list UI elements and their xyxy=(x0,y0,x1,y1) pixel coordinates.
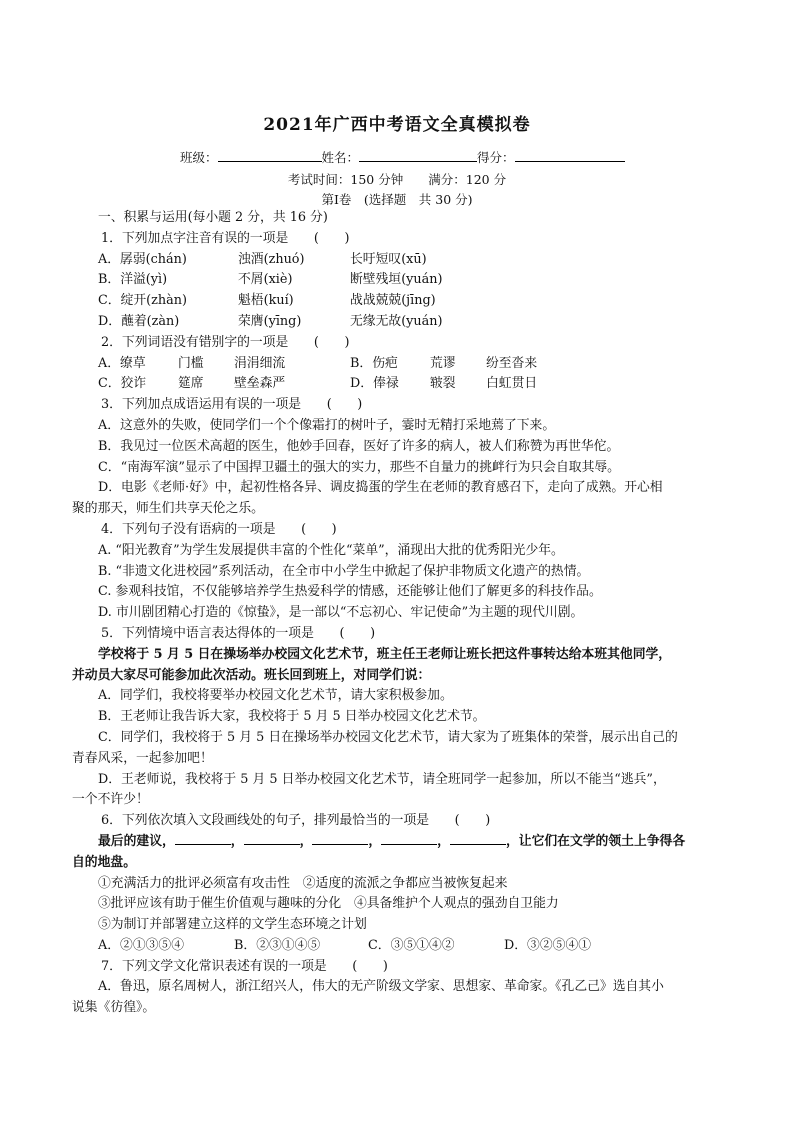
question-5-option-b: B．王老师让我告诉大家，我校将于 5 月 5 日举办校园文化艺术节。 xyxy=(98,709,486,725)
name-blank[interactable] xyxy=(359,149,477,162)
question-6-passage-line2: 自的地盘。 xyxy=(72,854,136,870)
fill-blank-4[interactable] xyxy=(381,832,437,845)
fill-blank-2[interactable] xyxy=(244,832,300,845)
question-4-option-b: B. “非遗文化进校园”系列活动，在全市中小学生中掀起了保护非物质文化遗产的热情。 xyxy=(98,563,590,579)
question-6-passage-line1: 最后的建议， ， ， ， ， ，让它们在文学的领土上争得各 xyxy=(98,833,686,849)
section-heading: 一、积累与运用(每小题 2 分，共 16 分) xyxy=(98,210,328,225)
questions-body xyxy=(72,208,698,1019)
question-4-option-a: A. “阳光教育”为学生发展提供丰富的个性化“菜单”，涌现出大批的优秀阳光少年。 xyxy=(98,542,564,558)
question-5-option-a: A．同学们，我校将要举办校园文化艺术节，请大家积极参加。 xyxy=(98,688,453,704)
option-text: 荒谬 xyxy=(430,355,456,371)
question-1-option-b xyxy=(98,270,698,291)
question-5-stem: 5．下列情境中语言表达得体的一项是 ( ) xyxy=(101,625,376,641)
question-1-option-d xyxy=(98,312,698,333)
question-7-stem: 7．下列文学文化常识表述有误的一项是 ( ) xyxy=(101,958,388,974)
option-text: 长吁短叹(xū) xyxy=(350,251,427,267)
option-text: 无缘无故(yuán) xyxy=(350,313,443,329)
question-3-option-a: A．这意外的失败，使同学们一个个像霜打的树叶子，霎时无精打采地蔫了下来。 xyxy=(98,417,556,433)
question-2-options-ab xyxy=(98,354,698,375)
class-label: 班级： xyxy=(180,150,218,165)
option-text: 门槛 xyxy=(178,355,204,371)
question-3-option-c: C．“南海军演”显示了中国捍卫疆土的强大的实力，那些不自量力的挑衅行为只会自取其辱。 xyxy=(98,459,620,475)
question-5-option-d-line2: 一个不许少！ xyxy=(72,792,149,808)
question-6-stem: 6．下列依次填入文段画线处的句子，排列最恰当的一项是 ( ) xyxy=(101,813,491,829)
question-3-option-d-line1: D．电影《老师·好》中，起初性格各异、调皮捣蛋的学生在老师的教育感召下，走向了成熟。开心相 xyxy=(98,480,663,496)
passage-start: 最后的建议， xyxy=(98,833,175,849)
class-blank[interactable] xyxy=(218,149,322,162)
fill-blank-3[interactable] xyxy=(312,832,368,845)
question-6-sentences-1: ①充满活力的批评必须富有攻击性 ②适度的流派之争都应当被恢复起来 xyxy=(98,875,508,891)
option-text: 断壁残垣(yuán) xyxy=(350,272,443,288)
name-label: 姓名： xyxy=(321,150,360,165)
question-5-context-line2: 并动员大家尽可能参加此次活动。班长回到班上，对同学们说： xyxy=(72,667,431,683)
question-3-stem: 3．下列加点成语运用有误的一项是 ( ) xyxy=(101,397,363,413)
option-text: 荣膺(yīng) xyxy=(238,313,302,329)
option-text: C．③⑤①④② xyxy=(368,937,455,953)
option-text: D．蘸着(zàn) xyxy=(98,313,180,329)
question-1-option-c xyxy=(98,291,698,312)
option-text: C．绽开(zhàn) xyxy=(98,293,188,309)
question-6-options xyxy=(98,936,698,957)
question-6-sentences-3: ⑤为制订并部署建立这样的文学生态环境之计划 xyxy=(98,917,367,933)
option-text: A．缭草 xyxy=(98,355,146,371)
option-text: 涓涓细流 xyxy=(234,355,286,371)
option-text: B．②③①④⑤ xyxy=(234,937,321,953)
question-7-option-a-line1: A．鲁迅，原名周树人，浙江绍兴人，伟大的无产阶级文学家、思想家、革命家。《孔乙己》选自其小 xyxy=(98,979,664,995)
option-text: D．俸禄 xyxy=(350,376,399,392)
option-text: 浊酒(zhuó) xyxy=(238,251,305,267)
question-5-option-c-line2: 青春风采，一起参加吧！ xyxy=(72,750,213,766)
question-4-option-c: C. 参观科技馆，不仅能够培养学生热爱科学的情感，还能够让他们了解更多的科技作品。 xyxy=(98,584,602,600)
question-1-stem: 1．下列加点字注音有误的一项是 ( ) xyxy=(101,230,350,246)
question-6-sentences-2: ③批评应该有助于催生价值观与趣味的分化 ④具备维护个人观点的强劲自卫能力 xyxy=(98,896,559,912)
option-text: 战战兢兢(jīng) xyxy=(350,293,436,309)
question-7-option-a-line2: 说集《彷徨》。 xyxy=(72,1000,156,1016)
option-text: B．洋溢(yì) xyxy=(98,272,168,288)
score-label: 得分： xyxy=(477,150,515,165)
option-text: C．狡诈 xyxy=(98,376,147,392)
question-5-option-c-line1: C．同学们，我校将于 5 月 5 日在操场举办校园文化艺术节，请大家为了班集体的荣誉，展示出自己的 xyxy=(98,729,678,745)
question-3-option-d-line2: 聚的那天，师生们共享天伦之乐。 xyxy=(72,501,264,517)
fill-blank-5[interactable] xyxy=(450,832,506,845)
student-info-line xyxy=(180,148,625,166)
score-blank[interactable] xyxy=(515,149,625,162)
exam-time-info: 考试时间：150 分钟 满分：120 分 xyxy=(287,172,507,187)
option-text: D．③②⑤④① xyxy=(504,937,592,953)
exam-title: 2021年广西中考语文全真模拟卷 xyxy=(263,115,531,135)
question-4-option-d: D. 市川剧团精心打造的《惊蛰》，是一部以“不忘初心、牢记使命”为主题的现代川剧。 xyxy=(98,605,584,621)
fill-blank-1[interactable] xyxy=(175,832,231,845)
option-text: 不屑(xiè) xyxy=(238,272,293,288)
question-5-context-line1: 学校将于 5 月 5 日在操场举办校园文化艺术节，班主任王老师让班长把这件事转达给本班其他同学， xyxy=(98,646,672,662)
option-text: 筵席 xyxy=(178,376,204,392)
question-3-option-b: B．我见过一位医术高超的医生，他妙手回春，医好了许多的病人，被人们称赞为再世华佗。 xyxy=(98,438,620,454)
option-text: 壁垒森严 xyxy=(234,376,286,392)
question-2-options-cd xyxy=(98,374,698,395)
question-2-stem: 2．下列词语没有错别字的一项是 ( ) xyxy=(101,334,350,350)
option-text: 皲裂 xyxy=(430,376,456,392)
option-text: A．②①③⑤④ xyxy=(98,937,185,953)
option-text: A．孱弱(chán) xyxy=(98,251,187,267)
volume-heading: 第Ⅰ卷 (选择题 共 30 分) xyxy=(321,192,473,207)
option-text: 魁梧(kuí) xyxy=(238,293,294,309)
question-1-option-a xyxy=(98,250,698,271)
option-text: 纷至沓来 xyxy=(486,355,538,371)
passage-end: ，让它们在文学的领土上争得各 xyxy=(505,833,686,849)
option-text: 白虹贯日 xyxy=(486,376,538,392)
option-text: B．伤疤 xyxy=(350,355,398,371)
question-4-stem: 4．下列句子没有语病的一项是 ( ) xyxy=(101,521,337,537)
question-5-option-d-line1: D．王老师说，我校将于 5 月 5 日举办校园文化艺术节，请全班同学一起参加，所以不能当“逃兵”， xyxy=(98,771,666,787)
